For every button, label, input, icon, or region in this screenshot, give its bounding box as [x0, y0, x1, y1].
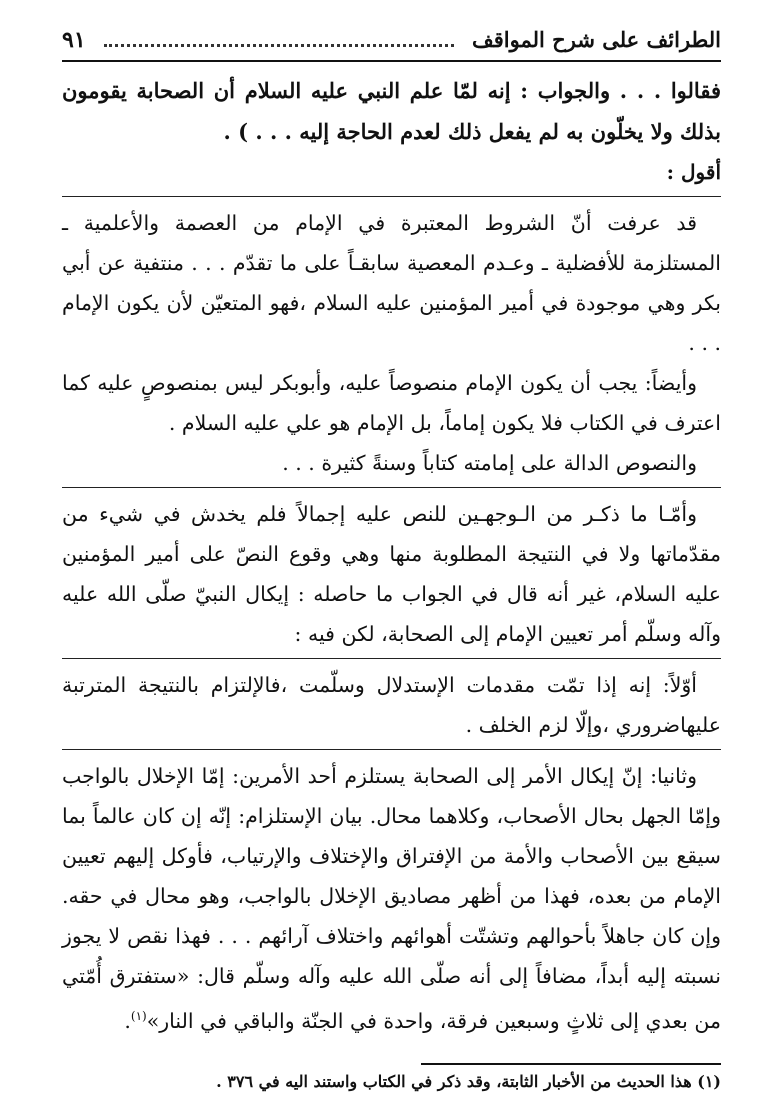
- section-divider: [62, 196, 721, 197]
- leader-dots: [104, 26, 454, 47]
- header-rule: [62, 60, 721, 62]
- section-divider-4: [62, 749, 721, 750]
- paragraph-6-text: وثانيا: إنّ إيكال الأمر إلى الصحابة يستلزم أحد الأمرين: إمّا الإخلال بالواجب وإمّا الجهل بحال الأصحاب، وكلاهما محال. بيان الإستلزام: إنّه إن كان عالماً بما سيقع بين الأصحاب والأمة من الإفتراق والإختلاف والإرتياب، فأوكل إليهم تعيين الإمام من بعده، فهذا من أظهر مصاديق الإخلال بالواجب، وهو محال في حقه. وإن كان جاهلاً بأحوالهم وتشتّت أهوائهم واختلاف آرائهم . . . فهذا نقص لا يجوز نسبته إليه أبداً، مضافاً إلى أنه صلّى الله عليه وآله وسلّم قال: «ستفترق أُمّتي من بعدي إلى ثلاثٍ وسبعين فرقة، واحدة في الجنّة والباقي في النار»: [62, 764, 721, 1033]
- section-divider-3: [62, 658, 721, 659]
- paragraph-5: أوّلاً: إنه إذا تمّت مقدمات الإستدلال وسلّمت ،فالإلتزام بالنتيجة المترتبة عليهاضروري ،وإلّا لزم الخلف .: [62, 673, 721, 737]
- paragraph-6: [62, 756, 721, 1041]
- aqul-heading: أقول :: [666, 160, 721, 184]
- commentary-body: [62, 152, 721, 1041]
- footnote-marker: (١): [130, 1009, 147, 1023]
- footnote: (١) هذا الحديث من الأخبار الثابتة، وقد ذكر في الكتاب واستند اليه في ٣٧٦ .: [216, 1071, 721, 1091]
- footnote-rule: [421, 1063, 721, 1065]
- paragraph-4: وأمّـا ما ذكـر من الـوجهـين للنص عليه إجمالاً فلم يخدش في شيء من مقدّماتها ولا في النتيجة المطلوبة منها وهي وقوع النصّ على أمير المؤمنين عليه السلام، غير أنه قال في الجواب ما حاصله : إيكال النبيّ صلّى الله عليه وآله وسلّم أمر تعيين الإمام إلى الصحابة، لكن فيه :: [62, 502, 721, 646]
- paragraph-1: قد عرفت أنّ الشروط المعتبرة في الإمام من العصمة والأعلمية ـ المستلزمة للأفضلية ـ وعـدم المعصية سابقـاً على ما تقدّم . . . منتفية عن أبي بكر وهي موجودة في أمير المؤمنين عليه السلام ،فهو المتعيّن لأن يكون الإمام . . .: [62, 211, 721, 355]
- paragraph-3: والنصوص الدالة على إمامته كتاباً وسنةً كثيرة . . .: [282, 451, 697, 475]
- running-title: الطرائف على شرح المواقف: [472, 27, 721, 52]
- page-number: ٩١: [62, 27, 86, 53]
- quoted-passage: فقالوا . . . والجواب : إنه لمّا علم النبي عليه السلام أن الصحابة يقومون بذلك ولا يخلّون به لم يفعل ذلك لعدم الحاجة إليه . . . ) .: [62, 78, 721, 144]
- paragraph-6-end: .: [124, 1008, 131, 1033]
- section-divider-2: [62, 487, 721, 488]
- paragraph-2: وأيضاً: يجب أن يكون الإمام منصوصاً عليه، وأبوبكر ليس بمنصوصٍ عليه كما اعترف في الكتاب فلا يكون إماماً، بل الإمام هو علي عليه السلام .: [62, 371, 721, 435]
- page: [62, 22, 721, 1097]
- page-header: [62, 22, 721, 58]
